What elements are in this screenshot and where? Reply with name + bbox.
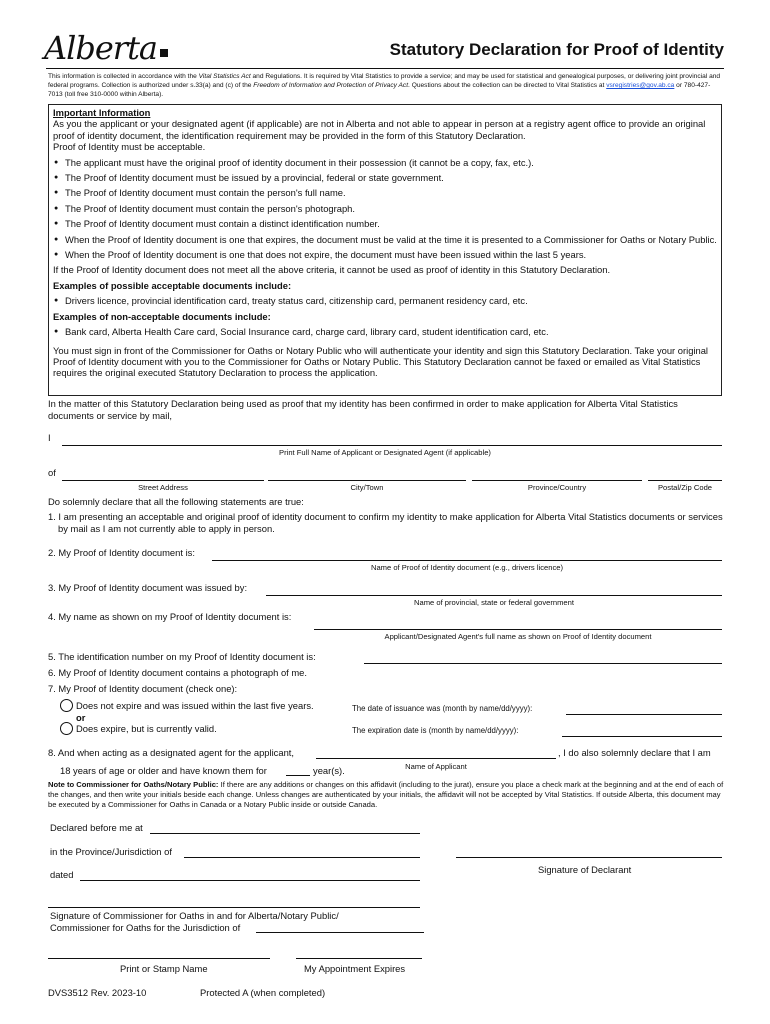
matter-paragraph: In the matter of this Statutory Declaration being used as proof that my identity has been confirmed in order to make application for Alberta Vital Statistics documents or service by mail, xyxy=(48,398,678,421)
appointment-expires-field[interactable] xyxy=(296,958,422,959)
list-item: ● The Proof of Identity document must contain the person's full name. xyxy=(53,187,717,198)
intro-text: This information is collected in accordance with the xyxy=(48,73,199,80)
commissioner-signature-field[interactable] xyxy=(48,907,420,908)
full-name-caption: Print Full Name of Applicant or Designated Agent (if applicable) xyxy=(279,448,491,457)
street-address-field[interactable] xyxy=(62,480,264,481)
alberta-logo: Alberta xyxy=(44,28,174,68)
print-stamp-name-label: Print or Stamp Name xyxy=(120,963,208,974)
i-label: I xyxy=(48,432,51,443)
list-item: ● Drivers licence, provincial identification card, treaty status card, citizenship card, permanent residency card, etc. xyxy=(53,295,717,306)
jurisdiction-label: Commissioner for Oaths for the Jurisdiction of xyxy=(50,922,241,933)
statement-7: 7. My Proof of Identity document (check one): xyxy=(48,683,238,694)
name-on-document-caption: Applicant/Designated Agent's full name as shown on Proof of Identity document xyxy=(384,632,652,641)
logo-mark-icon xyxy=(160,49,168,57)
page-title: Statutory Declaration for Proof of Identity xyxy=(389,40,724,59)
years-label: year(s). xyxy=(313,765,345,776)
statement-1: 1. I am presenting an acceptable and original proof of identity document to confirm my identity to make application for Alberta Vital Statistics documents or services by mail as I am not currently able to apply in person. xyxy=(48,511,723,534)
issuing-government-caption: Name of provincial, state or federal government xyxy=(414,598,574,607)
requirements-list xyxy=(53,157,717,261)
declared-at-field[interactable] xyxy=(150,833,420,834)
city-town-field[interactable] xyxy=(268,480,466,481)
statement-8-continued: , I do also solemnly declare that I am xyxy=(558,747,711,758)
province-country-caption: Province/Country xyxy=(527,483,587,492)
years-known-field[interactable] xyxy=(286,775,310,776)
expiration-date-field[interactable] xyxy=(562,736,722,737)
expiration-date-label: The expiration date is (month by name/dd/yyyy): xyxy=(352,726,519,735)
issuance-date-field[interactable] xyxy=(566,714,722,715)
applicant-name-caption: Name of Applicant xyxy=(405,762,467,771)
statement-8: 8. And when acting as a designated agent for the applicant, xyxy=(48,747,295,758)
does-expire-radio[interactable] xyxy=(60,722,73,735)
identification-number-field[interactable] xyxy=(364,663,722,664)
nonacceptable-list xyxy=(53,326,717,337)
print-stamp-name-field[interactable] xyxy=(48,958,270,959)
street-address-caption: Street Address xyxy=(138,483,188,492)
act-name: Freedom of Information and Protection of Privacy Act xyxy=(253,82,409,89)
identity-document-name-caption: Name of Proof of Identity document (e.g., drivers licence) xyxy=(370,563,564,572)
important-paragraph: You must sign in front of the Commissioner for Oaths or Notary Public who will authenticate your identity and sign this Statutory Declaration. Take your original Proof of Identity document with you to the Commissioner for Oaths or Notary Public. This Statutory Declaration cannot be faxed or emailed as Vital Statistics requires the original executed Statutory Declaration to process the application. xyxy=(53,344,709,379)
intro-text: and Regulations. It is required by Vital Statistics to provide a service; and may be used for statistical and genealogical purposes, or delivering joint provincial and federal programs. Collection is authorized under s.33(a) and (c) of the xyxy=(48,73,721,89)
jurisdiction-field[interactable] xyxy=(256,932,424,933)
statement-4: 4. My name as shown on my Proof of Identity document is: xyxy=(48,611,292,622)
statement-8-age: 18 years of age or older and have known them for xyxy=(60,765,267,776)
statement-6: 6. My Proof of Identity document contains a photograph of me. xyxy=(48,667,308,678)
identity-document-name-field[interactable] xyxy=(212,560,722,561)
email-link[interactable]: vsregistries@gov.ab.ca xyxy=(606,82,675,89)
appointment-expires-label: My Appointment Expires xyxy=(304,963,406,974)
commissioner-note xyxy=(48,780,724,810)
statement-5: 5. The identification number on my Proof of Identity document is: xyxy=(48,651,316,662)
important-heading: Important Information xyxy=(53,107,151,118)
or-label: or xyxy=(76,712,86,723)
list-item: ● Bank card, Alberta Health Care card, Social Insurance card, charge card, library card, student identification card, etc. xyxy=(53,326,717,337)
list-item: ● The Proof of Identity document must contain a distinct identification number. xyxy=(53,218,717,229)
intro-text: . Questions about the collection can be directed to Vital Statistics at xyxy=(408,82,607,89)
note-heading: Note to Commissioner for Oaths/Notary Public: xyxy=(48,780,219,789)
declare-statement: Do solemnly declare that all the following statements are true: xyxy=(48,496,304,507)
important-paragraph: If the Proof of Identity document does not meet all the above criteria, it cannot be used as proof of identity in this Statutory Declaration. xyxy=(53,264,611,276)
postal-code-field[interactable] xyxy=(648,480,722,481)
issuing-government-field[interactable] xyxy=(266,595,722,596)
declared-at-label: Declared before me at xyxy=(50,822,143,833)
does-not-expire-label: Does not expire and was issued within the last five years. xyxy=(76,700,314,711)
does-not-expire-radio[interactable] xyxy=(60,699,73,712)
important-information-box xyxy=(48,104,722,396)
nonacceptable-heading: Examples of non-acceptable documents include: xyxy=(53,310,271,322)
city-town-caption: City/Town xyxy=(350,483,384,492)
list-item: ● The applicant must have the original proof of identity document in their possession (it cannot be a copy, fax, etc.). xyxy=(53,157,717,168)
of-label: of xyxy=(48,467,56,478)
full-name-field[interactable] xyxy=(62,445,722,446)
form-number: DVS3512 Rev. 2023-10 xyxy=(48,987,147,998)
postal-code-caption: Postal/Zip Code xyxy=(657,483,713,492)
province-field[interactable] xyxy=(184,857,420,858)
does-expire-label: Does expire, but is currently valid. xyxy=(76,723,217,734)
declarant-signature-label: Signature of Declarant xyxy=(538,864,632,875)
act-name: Vital Statistics Act xyxy=(198,73,251,80)
header-divider xyxy=(46,68,724,69)
dated-field[interactable] xyxy=(80,880,420,881)
issuance-date-label: The date of issuance was (month by name/dd/yyyy): xyxy=(352,704,533,713)
important-paragraph: As you the applicant or your designated agent (if applicable) are not in Alberta and not able to appear in person at a registry agent office to provide an original proof of identity document, the identification requirement may be provided in the form of this Statutory Declaration. xyxy=(53,118,706,141)
note-text: If there are any additions or changes on this affidavit (including to the jurat), ensure you place a check mark at the beginning and at the end of each of the changes, and then write your initials beside each change. Unless changes are authenticated by your initials, the affidavit will not be accepted by Vital Statistics. If outside Alberta, this document may be executed by a Commissioner for Oaths in Canada or a Notary Public inside or outside Canada. xyxy=(48,780,724,809)
list-item: ● When the Proof of Identity document is one that expires, the document must be valid at the time it is presented to a Commissioner for Oaths or Notary Public. xyxy=(53,234,717,245)
province-country-field[interactable] xyxy=(472,480,642,481)
acceptable-heading: Examples of possible acceptable documents include: xyxy=(53,279,292,291)
statement-3: 3. My Proof of Identity document was issued by: xyxy=(48,582,248,593)
list-item: ● The Proof of Identity document must contain the person's photograph. xyxy=(53,203,717,214)
important-paragraph: Proof of Identity must be acceptable. xyxy=(53,141,206,153)
protected-status: Protected A (when completed) xyxy=(200,987,326,998)
list-item: ● When the Proof of Identity document is one that does not expire, the document must have been issued within the last 5 years. xyxy=(53,249,717,260)
collection-notice xyxy=(48,72,724,99)
applicant-name-field[interactable] xyxy=(316,758,556,759)
declarant-signature-field[interactable] xyxy=(456,857,722,858)
name-on-document-field[interactable] xyxy=(314,629,722,630)
province-label: in the Province/Jurisdiction of xyxy=(50,846,172,857)
list-item: ● The Proof of Identity document must be issued by a provincial, federal or state government. xyxy=(53,172,717,183)
commissioner-signature-label: Signature of Commissioner for Oaths in and for Alberta/Notary Public/ xyxy=(50,910,339,921)
dated-label: dated xyxy=(50,869,74,880)
statement-2: 2. My Proof of Identity document is: xyxy=(48,547,195,558)
acceptable-list xyxy=(53,295,717,306)
intro-text: or 780-427-7013 (toll free 310-0000 within Alberta). xyxy=(48,82,711,98)
